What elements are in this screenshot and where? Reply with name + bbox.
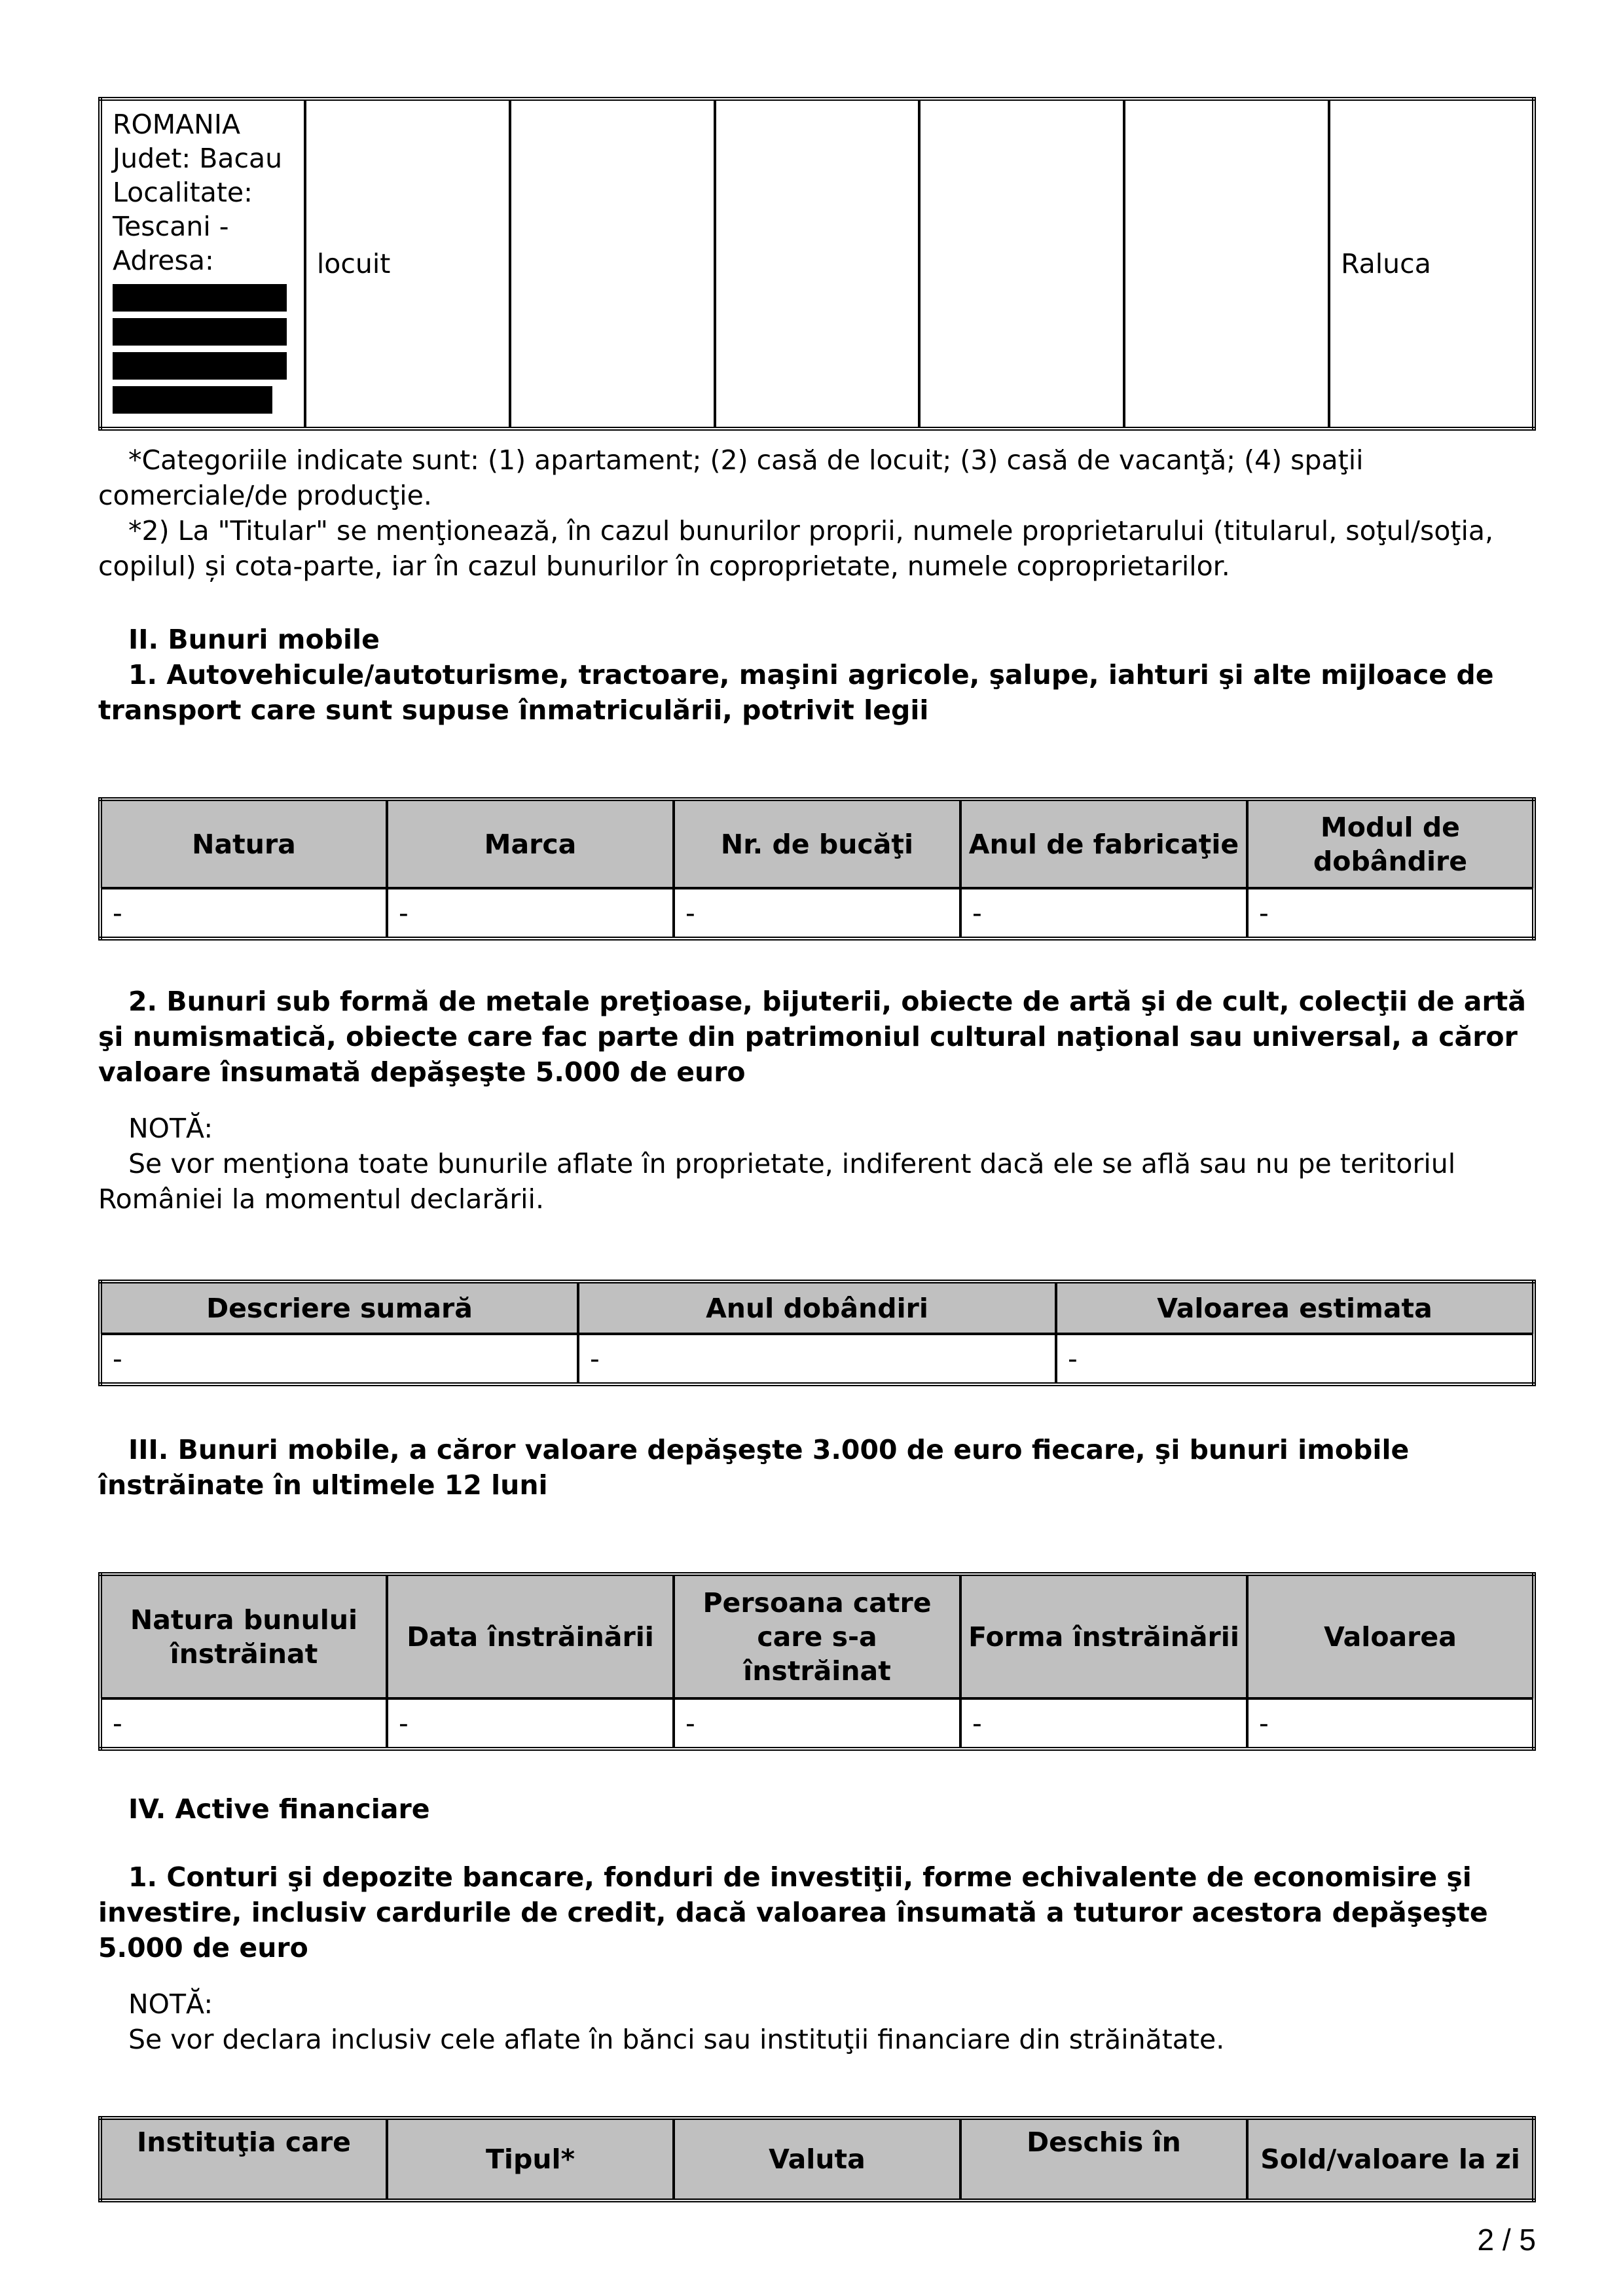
section-title: IV. Active financiare bbox=[128, 1793, 430, 1825]
column-header: Data înstrăinării bbox=[387, 1574, 674, 1698]
empty-cell bbox=[919, 99, 1124, 429]
column-header: Anul de fabricaţie bbox=[960, 799, 1247, 888]
vehicles-table bbox=[98, 797, 1536, 941]
table-cell: - bbox=[1056, 1334, 1534, 1384]
column-header: Valoarea bbox=[1247, 1574, 1534, 1698]
column-header: Persoana catre care s-a înstrăinat bbox=[674, 1574, 960, 1698]
address-cell bbox=[100, 99, 305, 429]
column-header: Tipul* bbox=[387, 2118, 674, 2200]
redaction-bar bbox=[113, 386, 272, 414]
table-cell: - bbox=[1247, 888, 1534, 939]
table-cell: - bbox=[100, 888, 387, 939]
subsection-title: 1. Conturi şi depozite bancare, fonduri de investiţii, forme echivalente de economisire şi investire, inclusiv cardurile de credit, dacă valoarea însumată a tuturor acestora depăşeşte 5.000 de euro bbox=[98, 1861, 1488, 1964]
table-cell: - bbox=[387, 888, 674, 939]
table-header-row bbox=[100, 2118, 1534, 2200]
column-header: Forma înstrăinării bbox=[960, 1574, 1247, 1698]
redaction-bar bbox=[113, 284, 287, 312]
valuables-table bbox=[98, 1280, 1536, 1386]
note-label: NOTĂ: bbox=[128, 1113, 213, 1144]
note-text: Se vor menţiona toate bunurile aflate în proprietate, indiferent dacă ele se află sau nu pe teritoriul României la momentul declarării. bbox=[98, 1148, 1456, 1215]
column-header: Sold/valoare la zi bbox=[1247, 2118, 1534, 2200]
table-cell: - bbox=[960, 1698, 1247, 1749]
address-line: Localitate: bbox=[113, 177, 253, 208]
page-number: 2 / 5 bbox=[1477, 2223, 1536, 2257]
column-header: Valuta bbox=[674, 2118, 960, 2200]
note-titular: *2) La "Titular" se menţionează, în cazul bunurilor proprii, numele proprietarului (titularul, soţul/soţia, copilul) și cota-parte, iar în cazul bunurilor în coproprietate, numele coproprietarilor. bbox=[98, 515, 1494, 582]
column-header: Marca bbox=[387, 799, 674, 888]
table-cell: - bbox=[387, 1698, 674, 1749]
table-cell: - bbox=[674, 1698, 960, 1749]
alienated-table bbox=[98, 1572, 1536, 1751]
note-text: Se vor declara inclusiv cele aflate în bănci sau instituţii financiare din străinătate. bbox=[128, 2024, 1225, 2055]
empty-cell bbox=[1124, 99, 1329, 429]
column-header: Instituţia care bbox=[100, 2118, 387, 2200]
table-cell: - bbox=[100, 1334, 578, 1384]
table-header-row bbox=[100, 1574, 1534, 1698]
address-line: Adresa: bbox=[113, 245, 214, 276]
redaction-bar bbox=[113, 352, 287, 380]
note-categories: *Categoriile indicate sunt: (1) apartament; (2) casă de locuit; (3) casă de vacanţă; (4) spaţii comerciale/de producţie. bbox=[98, 444, 1364, 511]
table-header-row bbox=[100, 799, 1534, 888]
address-line: Judet: Bacau bbox=[113, 143, 283, 174]
column-header: Valoarea estimata bbox=[1056, 1282, 1534, 1334]
table-row bbox=[100, 99, 1534, 429]
column-header: Deschis în bbox=[960, 2118, 1247, 2200]
address-line: Tescani - bbox=[113, 211, 229, 242]
column-header: Natura bbox=[100, 799, 387, 888]
table-row bbox=[100, 1334, 1534, 1384]
empty-cell bbox=[715, 99, 920, 429]
table-cell: - bbox=[578, 1334, 1056, 1384]
column-header: Natura bunului înstrăinat bbox=[100, 1574, 387, 1698]
property-table bbox=[98, 97, 1536, 431]
table-cell: - bbox=[674, 888, 960, 939]
note-label: NOTĂ: bbox=[128, 1988, 213, 2020]
section-title: II. Bunuri mobile bbox=[128, 624, 380, 655]
table-cell: - bbox=[960, 888, 1247, 939]
empty-cell bbox=[510, 99, 715, 429]
column-header: Anul dobândiri bbox=[578, 1282, 1056, 1334]
table-row bbox=[100, 888, 1534, 939]
subsection-title: 2. Bunuri sub formă de metale preţioase, bijuterii, obiecte de artă şi de cult, colecţii de artă şi numismatică, obiecte care fac parte din patrimoniul cultural naţional sau universal, a căror valoare însumată depăşeşte 5.000 de euro bbox=[98, 986, 1526, 1088]
redaction-bar bbox=[113, 318, 287, 346]
table-header-row bbox=[100, 1282, 1534, 1334]
column-header: Modul de dobândire bbox=[1247, 799, 1534, 888]
section-title: III. Bunuri mobile, a căror valoare depăşeşte 3.000 de euro fiecare, şi bunuri imobile înstrăinate în ultimele 12 luni bbox=[98, 1434, 1410, 1501]
category-cell: locuit bbox=[305, 99, 510, 429]
table-row bbox=[100, 1698, 1534, 1749]
accounts-table bbox=[98, 2116, 1536, 2202]
holder-cell: Raluca bbox=[1329, 99, 1534, 429]
table-cell: - bbox=[1247, 1698, 1534, 1749]
subsection-title: 1. Autovehicule/autoturisme, tractoare, maşini agricole, şalupe, iahturi şi alte mijloace de transport care sunt supuse înmatriculării, potrivit legii bbox=[98, 659, 1494, 726]
column-header: Nr. de bucăţi bbox=[674, 799, 960, 888]
column-header: Descriere sumară bbox=[100, 1282, 578, 1334]
page-content bbox=[98, 97, 1536, 2202]
table-cell: - bbox=[100, 1698, 387, 1749]
address-line: ROMANIA bbox=[113, 109, 240, 140]
